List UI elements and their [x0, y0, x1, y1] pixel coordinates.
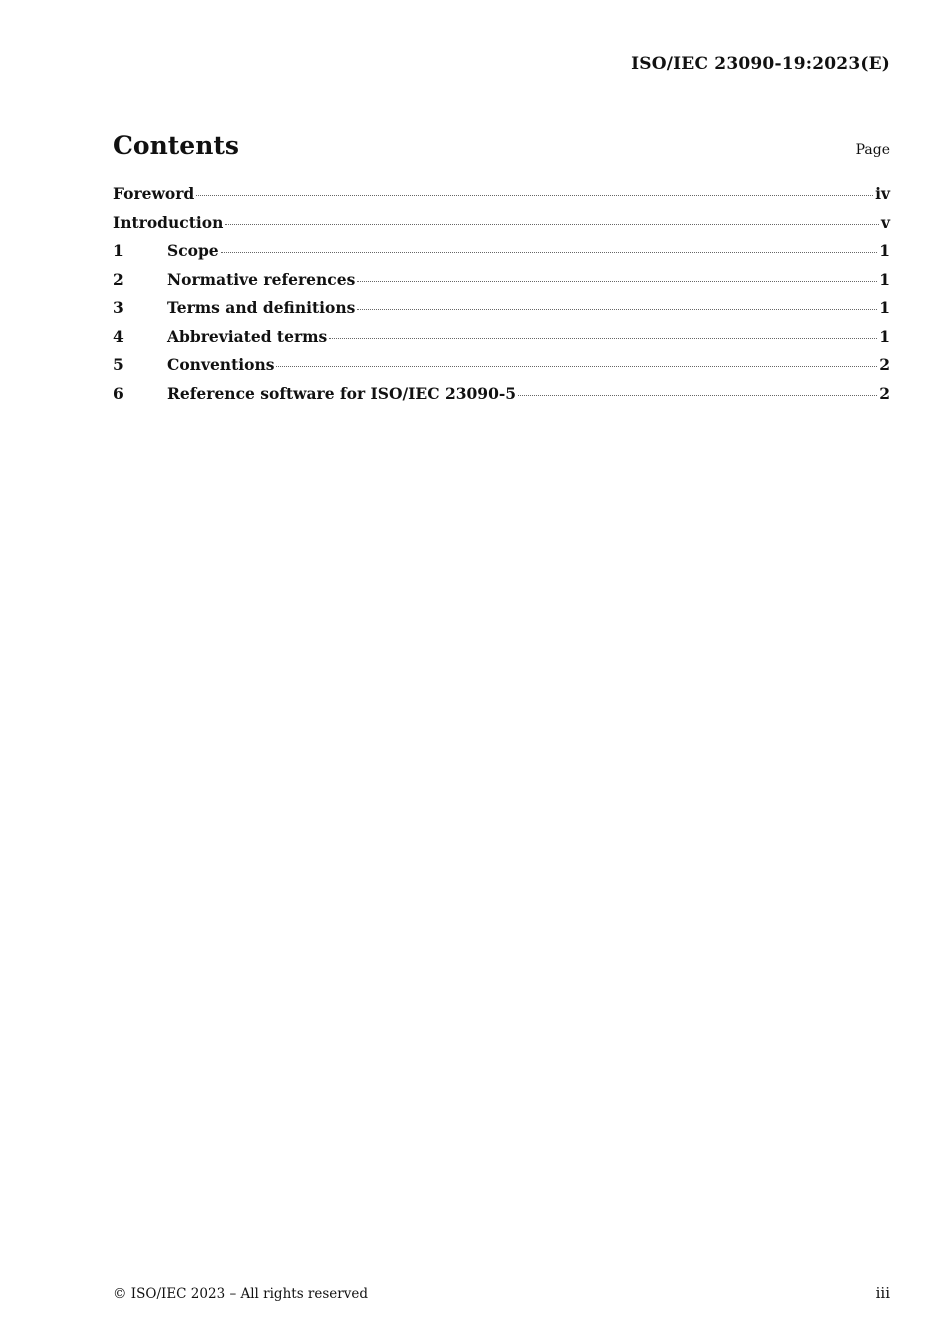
toc-entry-foreword[interactable]	[113, 184, 890, 213]
dot-leader	[225, 223, 879, 225]
toc-entry-page: 2	[879, 355, 890, 374]
toc-entry-page: 1	[879, 326, 890, 346]
toc-entry-conventions[interactable]	[113, 355, 890, 384]
dot-leader	[357, 280, 877, 282]
toc-entry-number: 1	[113, 241, 124, 260]
dot-leader	[518, 394, 877, 396]
footer-page-number: iii	[875, 1284, 890, 1302]
dot-leader	[276, 365, 877, 367]
toc-entry-number: 3	[113, 298, 124, 317]
toc-entry-page: iv	[875, 184, 890, 203]
toc-entry-number: 5	[113, 355, 124, 374]
toc-entry-title: Reference software for ISO/IEC 23090-5	[167, 383, 517, 403]
toc-entry-title: Normative references	[167, 269, 356, 289]
toc-entry-page: v	[880, 212, 890, 232]
toc-entry-number: 4	[113, 326, 124, 346]
toc-entry-title: Abbreviated terms	[167, 326, 328, 346]
document-id: ISO/IEC 23090-19:2023(E)	[631, 54, 890, 74]
toc-entry-title: Scope	[167, 241, 219, 260]
toc-entry-page: 1	[879, 269, 890, 289]
toc-entry-scope[interactable]	[113, 241, 890, 270]
toc-entry-page: 1	[879, 298, 890, 317]
dot-leader	[196, 194, 873, 196]
toc-entry-title: Terms and definitions	[167, 298, 356, 317]
dot-leader	[329, 337, 877, 339]
contents-header	[113, 131, 890, 167]
toc-entry-title: Foreword	[113, 184, 195, 203]
dot-leader	[221, 251, 878, 253]
toc-entry-page: 1	[879, 241, 890, 260]
toc-entry-page: 2	[879, 383, 890, 403]
contents-title: Contents	[113, 131, 240, 160]
toc-entry-reference-software[interactable]	[113, 384, 890, 413]
toc-entry-normative-references[interactable]	[113, 270, 890, 299]
footer-copyright: © ISO/IEC 2023 – All rights reserved	[113, 1286, 368, 1302]
toc-entry-number: 2	[113, 269, 124, 289]
toc-entry-terms-and-definitions[interactable]	[113, 298, 890, 327]
toc-entry-title: Conventions	[167, 355, 275, 374]
toc-entry-title: Introduction	[113, 212, 224, 232]
toc-entry-number: 6	[113, 383, 124, 403]
toc-entry-introduction[interactable]	[113, 213, 890, 242]
dot-leader	[357, 308, 877, 310]
table-of-contents	[113, 184, 890, 412]
page-column-label: Page	[855, 142, 890, 158]
toc-entry-abbreviated-terms[interactable]	[113, 327, 890, 356]
